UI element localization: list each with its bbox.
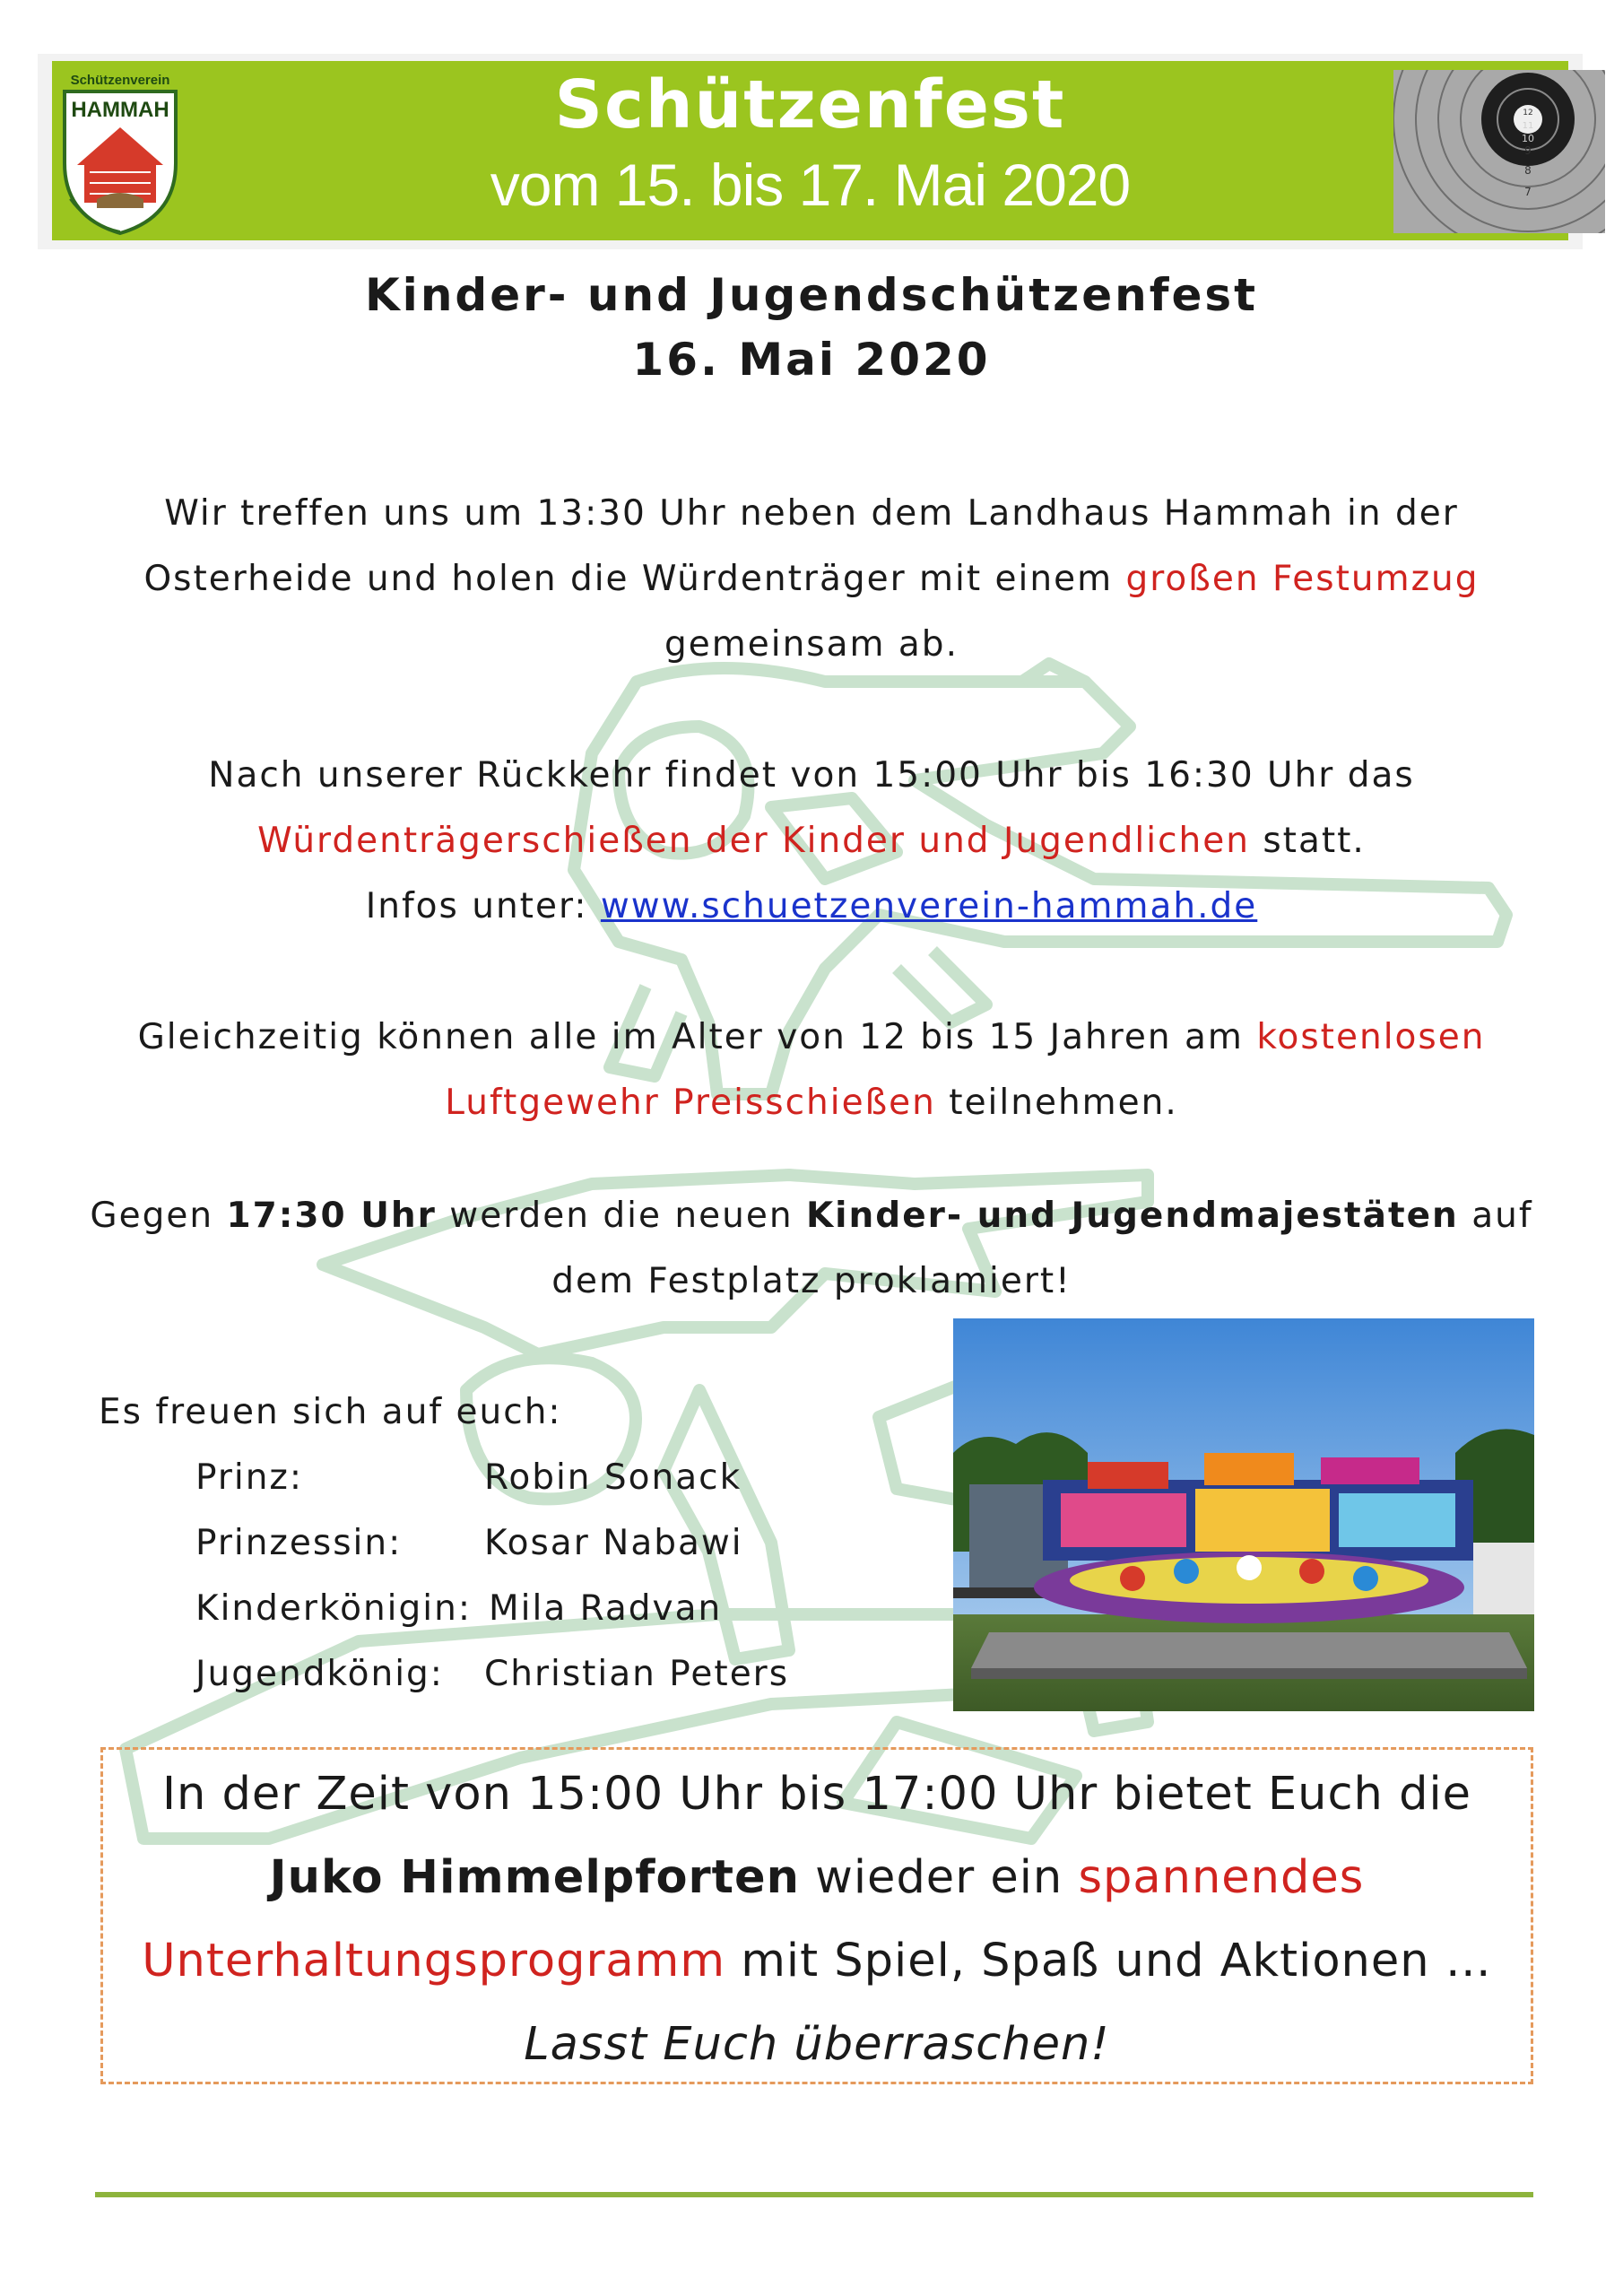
- highlight-unterhaltungsprogramm: Unterhaltungsprogramm: [142, 1935, 726, 1987]
- text-segment: auf: [1458, 1196, 1533, 1236]
- bold-time: 17:30 Uhr: [226, 1196, 437, 1236]
- svg-text:HAMMAH: HAMMAH: [71, 98, 169, 122]
- paragraph-preisschiessen-line2: [0, 1083, 1623, 1123]
- dignitary-role: Prinzessin:: [195, 1523, 403, 1563]
- dignitary-name: Christian Peters: [484, 1654, 790, 1694]
- dignitary-name: Kosar Nabawi: [484, 1523, 743, 1563]
- paragraph-return-line3: [0, 886, 1623, 926]
- paragraph-meeting-line3: gemeinsam ab.: [664, 624, 959, 665]
- paragraph-preisschiessen-line1: [0, 1017, 1623, 1057]
- paragraph-proklamation-line1: [0, 1196, 1623, 1236]
- text-segment: statt.: [1249, 821, 1366, 861]
- website-link[interactable]: www.schuetzenverein-hammah.de: [600, 886, 1258, 926]
- paragraph-return-line1: Nach unserer Rückkehr findet von 15:00 Uhr bis 16:30 Uhr das: [208, 755, 1415, 796]
- juko-info-box: [100, 1747, 1533, 2084]
- box-line2: [103, 1851, 1531, 1904]
- box-line4-surprise: Lasst Euch überraschen!: [524, 2018, 1110, 2071]
- dignitary-role: Jugendkönig:: [195, 1654, 444, 1694]
- text-segment: werden die neuen: [436, 1196, 806, 1236]
- event-date: 16. Mai 2020: [632, 334, 991, 386]
- svg-text:9: 9: [1524, 144, 1532, 157]
- text-segment: Osterheide und holen die Würdenträger mit einem: [143, 559, 1126, 599]
- fairground-ride-photo: [953, 1318, 1534, 1711]
- highlight-spannendes: spannendes: [1078, 1851, 1365, 1904]
- text-segment: teilnehmen.: [935, 1083, 1178, 1123]
- footer-divider: [95, 2192, 1533, 2197]
- highlight-luftgewehr: Luftgewehr Preisschießen: [445, 1083, 936, 1123]
- bold-juko: Juko Himmelpforten: [269, 1851, 800, 1904]
- paragraph-meeting-line2: [0, 559, 1623, 599]
- paragraph-proklamation-line2: dem Festplatz proklamiert!: [551, 1261, 1072, 1301]
- bold-majestaeten: Kinder- und Jugendmajestäten: [805, 1196, 1459, 1236]
- text-segment: Gleichzeitig können alle im Alter von 12 bis 15 Jahren am: [137, 1017, 1257, 1057]
- svg-text:7: 7: [1524, 186, 1532, 198]
- svg-text:8: 8: [1524, 164, 1532, 177]
- paragraph-return-line2: [0, 821, 1623, 861]
- box-line3: [103, 1935, 1531, 1987]
- paragraph-meeting-line1: Wir treffen uns um 13:30 Uhr neben dem Landhaus Hammah in der: [164, 493, 1459, 534]
- svg-text:12: 12: [1523, 109, 1533, 117]
- shooting-target-image: [1393, 70, 1605, 233]
- text-segment: wieder ein: [799, 1851, 1079, 1904]
- svg-text:Schützenverein: Schützenverein: [70, 73, 170, 88]
- dignitary-name: Mila Radvan: [489, 1588, 723, 1629]
- text-segment: Gegen: [90, 1196, 227, 1236]
- dignitary-name: Robin Sonack: [484, 1457, 742, 1498]
- banner-dates: vom 15. bis 17. Mai 2020: [490, 152, 1131, 218]
- text-segment: mit Spiel, Spaß und Aktionen …: [725, 1935, 1492, 1987]
- dignitary-role: Prinz:: [195, 1457, 304, 1498]
- banner-title: Schützenfest: [554, 66, 1066, 144]
- highlight-kostenlosen: kostenlosen: [1256, 1017, 1486, 1057]
- highlight-wuerdentraegerschiessen: Würdenträgerschießen der Kinder und Jugendlichen: [257, 821, 1250, 861]
- svg-text:11: 11: [1522, 121, 1534, 131]
- box-line1: In der Zeit von 15:00 Uhr bis 17:00 Uhr bietet Euch die: [161, 1768, 1471, 1821]
- event-title: Kinder- und Jugendschützenfest: [364, 269, 1259, 321]
- dignitary-role: Kinderkönigin:: [195, 1588, 472, 1629]
- svg-text:10: 10: [1522, 133, 1534, 144]
- dignitaries-intro: Es freuen sich auf euch:: [99, 1392, 562, 1432]
- text-segment: Infos unter:: [365, 886, 601, 926]
- highlight-festumzug: großen Festumzug: [1125, 559, 1480, 599]
- header-banner: [38, 54, 1583, 249]
- banner-green-area: [52, 61, 1568, 240]
